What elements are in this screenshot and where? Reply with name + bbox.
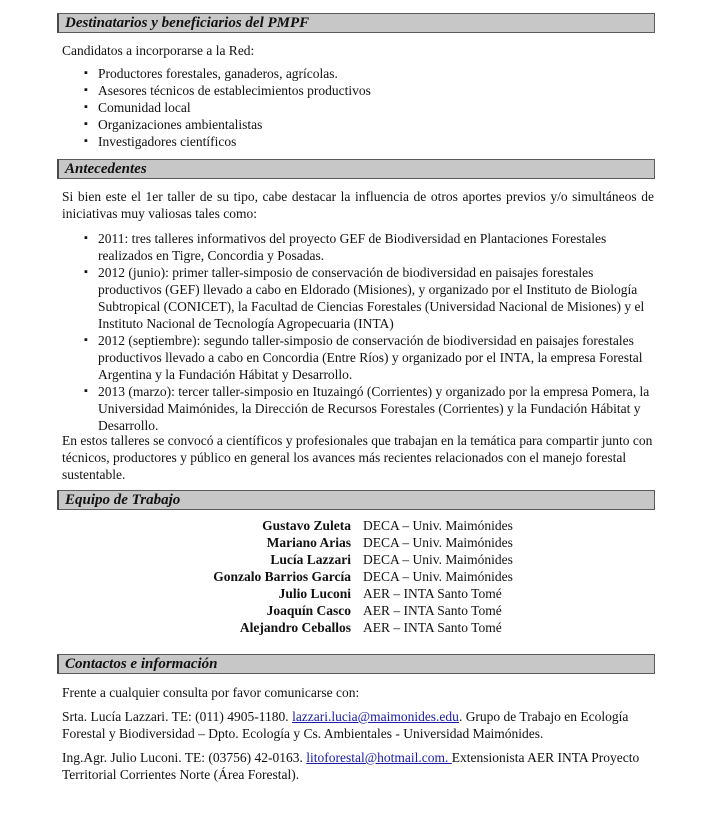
email-link-lazzari[interactable]: lazzari.lucia@maimonides.edu <box>292 709 459 724</box>
section-header-destinatarios: Destinatarios y beneficiarios del PMPF <box>57 13 655 33</box>
table-row <box>150 602 570 619</box>
list-item: ▪ Investigadores científicos <box>84 133 656 150</box>
list-item: ▪ 2012 (junio): primer taller-simposio de conservación de biodiversidad en paisajes forestales productivos (GEF) llevado a cabo en Eldorado (Misiones), y organizado por el Instituto de Biología Subtropical (CONICET), la Facultad de Ciencias Forestales (Universidad Nacional de Misiones) y el Instituto Nacional de Tecnología Agropecuaria (INTA) <box>84 264 656 332</box>
member-name: Julio Luconi <box>278 586 351 601</box>
team-table <box>150 517 570 636</box>
list-item: ▪ 2013 (marzo): tercer taller-simposio en Ituzaingó (Corrientes) y organizado por la empresa Pomera, la Universidad Maimónides, la Dirección de Recursos Forestales (Corrientes) y la Fundación Hábitat y Desarrollo. <box>84 383 656 434</box>
table-row <box>150 534 570 551</box>
list-item: ▪ 2011: tres talleres informativos del proyecto GEF de Biodiversidad en Plantaciones Forestales realizados en Tigre, Concordia y Posadas. <box>84 230 656 264</box>
contactos-intro: Frente a cualquier consulta por favor comunicarse con: <box>62 685 360 700</box>
table-row <box>150 585 570 602</box>
antecedentes-list <box>84 230 656 434</box>
contact-luconi-prefix: Ing.Agr. Julio Luconi. TE: (03756) 42-0163. <box>62 750 307 765</box>
member-name: Alejandro Ceballos <box>239 620 351 635</box>
email-link-luconi[interactable]: litoforestal@hotmail.com. <box>306 750 452 765</box>
contact-lazzari-prefix: Srta. Lucía Lazzari. TE: (011) 4905-1180. <box>62 709 293 724</box>
member-affiliation: DECA – Univ. Maimónides <box>363 518 513 533</box>
member-affiliation: AER – INTA Santo Tomé <box>363 603 502 618</box>
member-name: Joaquín Casco <box>266 603 351 618</box>
list-item: ▪ Comunidad local <box>84 99 656 116</box>
contact-lazzari <box>62 708 654 742</box>
member-affiliation: DECA – Univ. Maimónides <box>363 569 513 584</box>
table-row <box>150 551 570 568</box>
destinatarios-intro: Candidatos a incorporarse a la Red: <box>62 43 255 58</box>
section-header-equipo: Equipo de Trabajo <box>57 490 655 510</box>
table-row <box>150 619 570 636</box>
member-name: Lucía Lazzari <box>270 552 351 567</box>
member-name: Mariano Arias <box>266 535 351 550</box>
table-row <box>150 568 570 585</box>
section-header-contactos: Contactos e información <box>57 654 655 674</box>
section-header-antecedentes: Antecedentes <box>57 159 655 179</box>
list-item: ▪ Organizaciones ambientalistas <box>84 116 656 133</box>
member-affiliation: AER – INTA Santo Tomé <box>363 586 502 601</box>
list-item: ▪ Productores forestales, ganaderos, agrícolas. <box>84 65 656 82</box>
antecedentes-intro: Si bien este el 1er taller de su tipo, cabe destacar la influencia de otros aportes previos y/o simultáneos de iniciativas muy valiosas tales como: <box>62 189 654 221</box>
destinatarios-list <box>84 65 656 150</box>
member-affiliation: AER – INTA Santo Tomé <box>363 620 502 635</box>
contact-luconi-suffix: Extensionista AER INTA Proyecto Territorial Corrientes Norte (Área Forestal). <box>62 750 640 782</box>
member-name: Gustavo Zuleta <box>262 518 351 533</box>
member-affiliation: DECA – Univ. Maimónides <box>363 535 513 550</box>
list-item: ▪ 2012 (septiembre): segundo taller-simposio de conservación de biodiversidad en paisajes forestales productivos llevado a cabo en Concordia (Entre Ríos) y organizado por el INTA, la empresa Forestal Argentina y la Fundación Hábitat y Desarrollo. <box>84 332 656 383</box>
contact-luconi <box>62 749 654 783</box>
antecedentes-closing: En estos talleres se convocó a científicos y profesionales que trabajan en la temática para compartir junto con técnicos, productores y público en general los avances más recientes relacionados con el manejo forestal sustentable. <box>62 433 653 482</box>
member-name: Gonzalo Barrios García <box>213 569 351 584</box>
contact-lazzari-suffix: . Grupo de Trabajo en Ecología Forestal y Biodiversidad – Dpto. Ecología y Cs. Ambientales - Universidad Maimónides. <box>62 709 629 741</box>
list-item: ▪ Asesores técnicos de establecimientos productivos <box>84 82 656 99</box>
table-row <box>150 517 570 534</box>
member-affiliation: DECA – Univ. Maimónides <box>363 552 513 567</box>
